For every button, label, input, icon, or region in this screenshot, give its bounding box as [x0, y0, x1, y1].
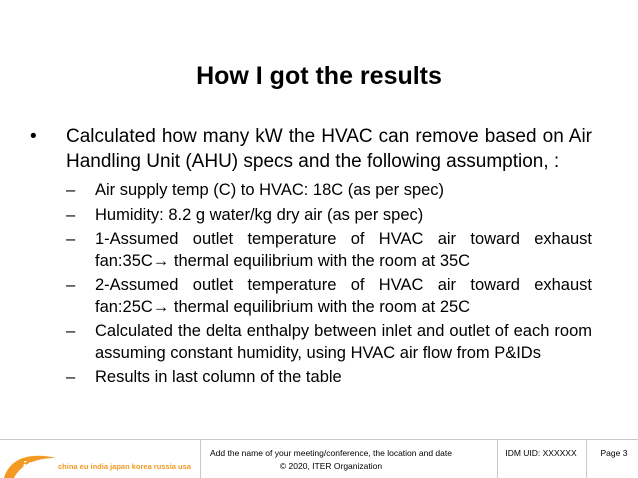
sub-bullet	[66, 229, 592, 272]
sub-bullet-text: Humidity: 8.2 g water/kg dry air (as per spec)	[95, 205, 424, 224]
footer-copyright: © 2020, ITER Organization	[279, 461, 383, 471]
footer-divider	[497, 440, 498, 478]
logo-tagline: china eu india japan korea russia usa	[58, 462, 191, 471]
sub-marker: –	[66, 322, 76, 340]
bullet-marker: •	[30, 126, 37, 147]
page-number: Page 3	[600, 448, 628, 458]
footer-meeting-text: Add the name of your meeting/conference, the location and date	[210, 448, 452, 458]
sub-bullet-text: 1-Assumed outlet temperature of HVAC air toward exhaust fan:35C→ thermal equilibrium with the room at 35C	[95, 230, 592, 270]
sub-bullet	[66, 367, 592, 389]
sub-bullet-text: Air supply temp (C) to HVAC: 18C (as per spec)	[95, 181, 445, 199]
logo-wordmark: iter	[22, 459, 46, 476]
sub-marker: –	[66, 230, 76, 248]
sub-marker: –	[66, 181, 76, 199]
sub-bullet	[66, 321, 592, 364]
sub-bullet	[66, 205, 592, 227]
sub-marker: –	[66, 368, 76, 386]
sub-bullet	[66, 180, 592, 202]
bullet-list	[30, 124, 592, 392]
footer-uid: IDM UID: XXXXXX	[505, 448, 577, 458]
iter-logo	[0, 448, 195, 478]
sub-marker: –	[66, 205, 76, 224]
sub-bullet-text: 2-Assumed outlet temperature of HVAC air toward exhaust fan:25C→ thermal equilibrium with the room at 25C	[95, 276, 592, 316]
main-bullet-text: Calculated how many kW the HVAC can remove based on Air Handling Unit (AHU) specs and the following assumption, :	[66, 126, 592, 172]
sub-marker: –	[66, 276, 76, 294]
footer-rule	[0, 439, 638, 440]
sub-bullet-list	[66, 180, 592, 389]
sub-bullet	[66, 275, 592, 318]
sub-bullet-text: Calculated the delta enthalpy between inlet and outlet of each room assuming constant humidity, using HVAC air flow from P&IDs	[95, 322, 592, 362]
slide-title: How I got the results	[196, 62, 442, 90]
sub-bullet-text: Results in last column of the table	[95, 368, 342, 386]
main-bullet	[30, 124, 592, 174]
footer-divider	[586, 440, 587, 478]
footer-meeting-info	[200, 448, 462, 472]
